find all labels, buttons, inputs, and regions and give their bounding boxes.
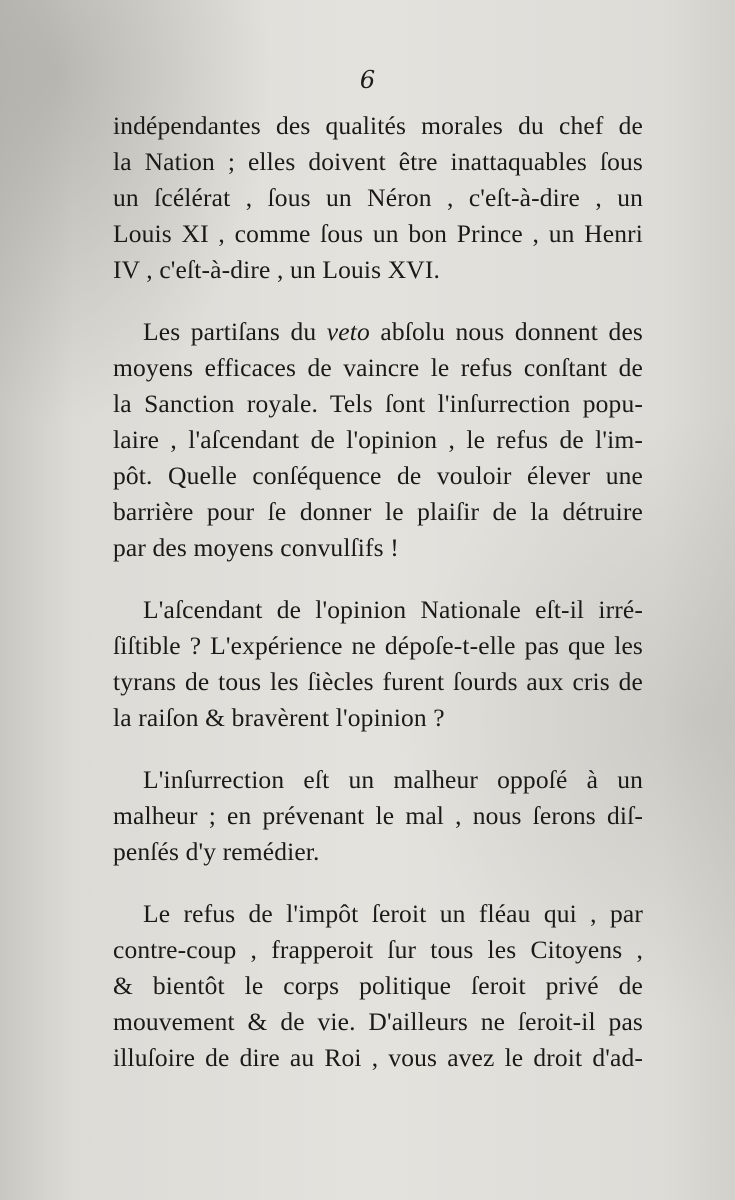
paragraph-continuation — [113, 108, 643, 288]
text-line: IV , c'eſt-à-dire , un Louis XVI. — [113, 255, 441, 284]
text-line: ſiſtible ? L'expérience ne dépoſe-t-elle pas que les — [113, 631, 643, 660]
paragraph-opinion — [113, 592, 643, 736]
text-line: penſés d'y remédier. — [113, 837, 320, 866]
text-line: L'inſurrection eſt un malheur oppoſé à un — [143, 765, 643, 794]
text-line: L'aſcendant de l'opinion Nationale eſt-il irré- — [143, 595, 643, 624]
text-line: illuſoire de dire au Roi , vous avez le droit d'ad- — [113, 1043, 643, 1072]
text-line: pôt. Quelle conſéquence de vouloir élever une — [113, 461, 643, 490]
text-line: malheur ; en prévenant le mal , nous ſerons diſ- — [113, 801, 643, 830]
paragraph-insurrection — [113, 762, 643, 870]
text-line: Le refus de l'impôt ſeroit un fléau qui , par — [143, 899, 643, 928]
page-text — [113, 108, 643, 1102]
text-line: tyrans de tous les ſiècles furent ſourds aux cris de — [113, 667, 643, 696]
text-line: la Sanction royale. Tels ſont l'inſurrection popu- — [113, 389, 643, 418]
page-number: 6 — [359, 66, 376, 94]
text-line: & bientôt le corps politique ſeroit privé de — [113, 971, 643, 1000]
text-line: Louis XI , comme ſous un bon Prince , un Henri — [113, 219, 643, 248]
text-line: indépendantes des qualités morales du chef de — [113, 111, 643, 140]
italic-term-veto: veto — [326, 317, 370, 346]
text-line: un ſcélérat , ſous un Néron , c'eſt-à-dire , un — [113, 183, 643, 212]
text-line: contre-coup , frapperoit ſur tous les Citoyens , — [113, 935, 643, 964]
text-line: laire , l'aſcendant de l'opinion , le refus de l'im- — [113, 425, 643, 454]
text-line: la raiſon & bravèrent l'opinion ? — [113, 703, 445, 732]
text-line: moyens efficaces de vaincre le refus conſtant de — [113, 353, 643, 382]
text-line: la Nation ; elles doivent être inattaquables ſous — [113, 147, 643, 176]
text-line: par des moyens convulſifs ! — [113, 533, 399, 562]
text-line: Les partiſans du veto abſolu nous donnent des — [143, 317, 643, 346]
paragraph-tax-refusal — [113, 896, 643, 1076]
text-line: mouvement & de vie. D'ailleurs ne ſeroit-il pas — [113, 1007, 643, 1036]
paragraph-veto — [113, 314, 643, 566]
text-line: barrière pour ſe donner le plaiſir de la détruire — [113, 497, 643, 526]
